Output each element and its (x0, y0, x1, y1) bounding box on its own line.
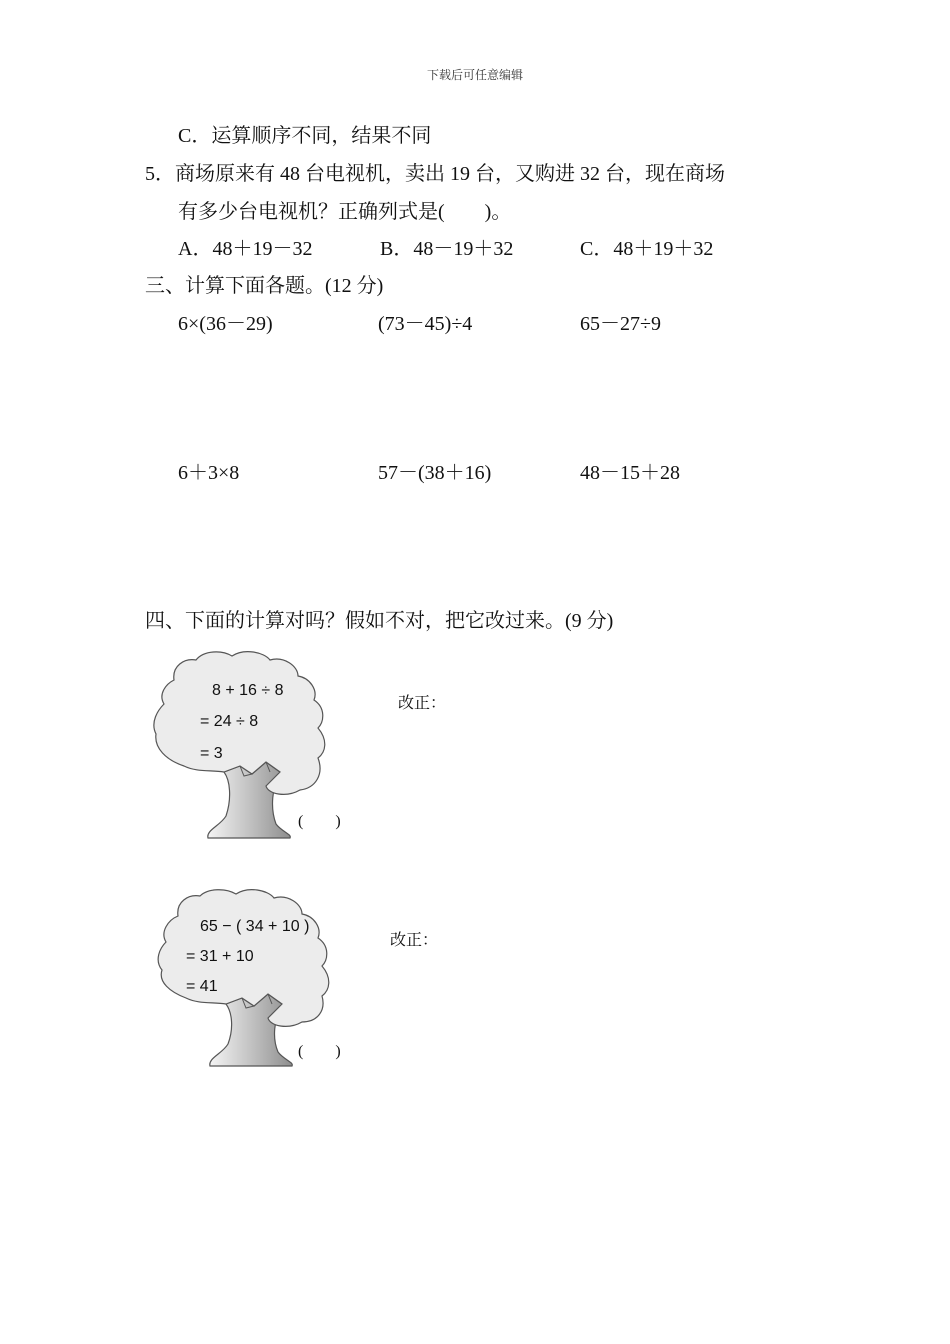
q4-option-c: C．运算顺序不同，结果不同 (178, 125, 432, 147)
correction-label: 改正： (390, 932, 439, 949)
tree-line: 65 − ( 34 + 10 ) (200, 918, 310, 935)
tree-line: = 3 (200, 745, 223, 762)
answer-parentheses: ( ) (298, 813, 341, 830)
page-header: 下载后可任意编辑 (426, 68, 523, 82)
answer-parentheses: ( ) (298, 1043, 341, 1060)
calc-item: 57－(38＋16) (378, 462, 492, 484)
q5-option-c: C．48＋19＋32 (580, 238, 714, 260)
tree-line: = 41 (186, 978, 218, 995)
calc-item: 48－15＋28 (580, 462, 680, 484)
calc-item: 65－27÷9 (580, 313, 661, 335)
correction-label: 改正： (398, 695, 447, 712)
q5-stem-line1: 5．商场原来有 48 台电视机，卖出 19 台，又购进 32 台，现在商场 (145, 163, 725, 185)
section4-heading: 四、下面的计算对吗？假如不对，把它改过来。(9 分) (145, 610, 614, 632)
calc-item: (73－45)÷4 (378, 313, 473, 335)
tree-line: 8 + 16 ÷ 8 (212, 682, 284, 699)
q5-option-b: B．48－19＋32 (380, 238, 514, 260)
tree-line: = 31 + 10 (186, 948, 254, 965)
q5-stem-line2: 有多少台电视机？正确列式是( )。 (178, 201, 512, 223)
calc-item: 6＋3×8 (178, 462, 240, 484)
q5-option-a: A．48＋19－32 (178, 238, 313, 260)
tree-line: = 24 ÷ 8 (200, 713, 259, 730)
calc-item: 6×(36－29) (178, 313, 273, 335)
section3-heading: 三、计算下面各题。(12 分) (145, 275, 384, 297)
